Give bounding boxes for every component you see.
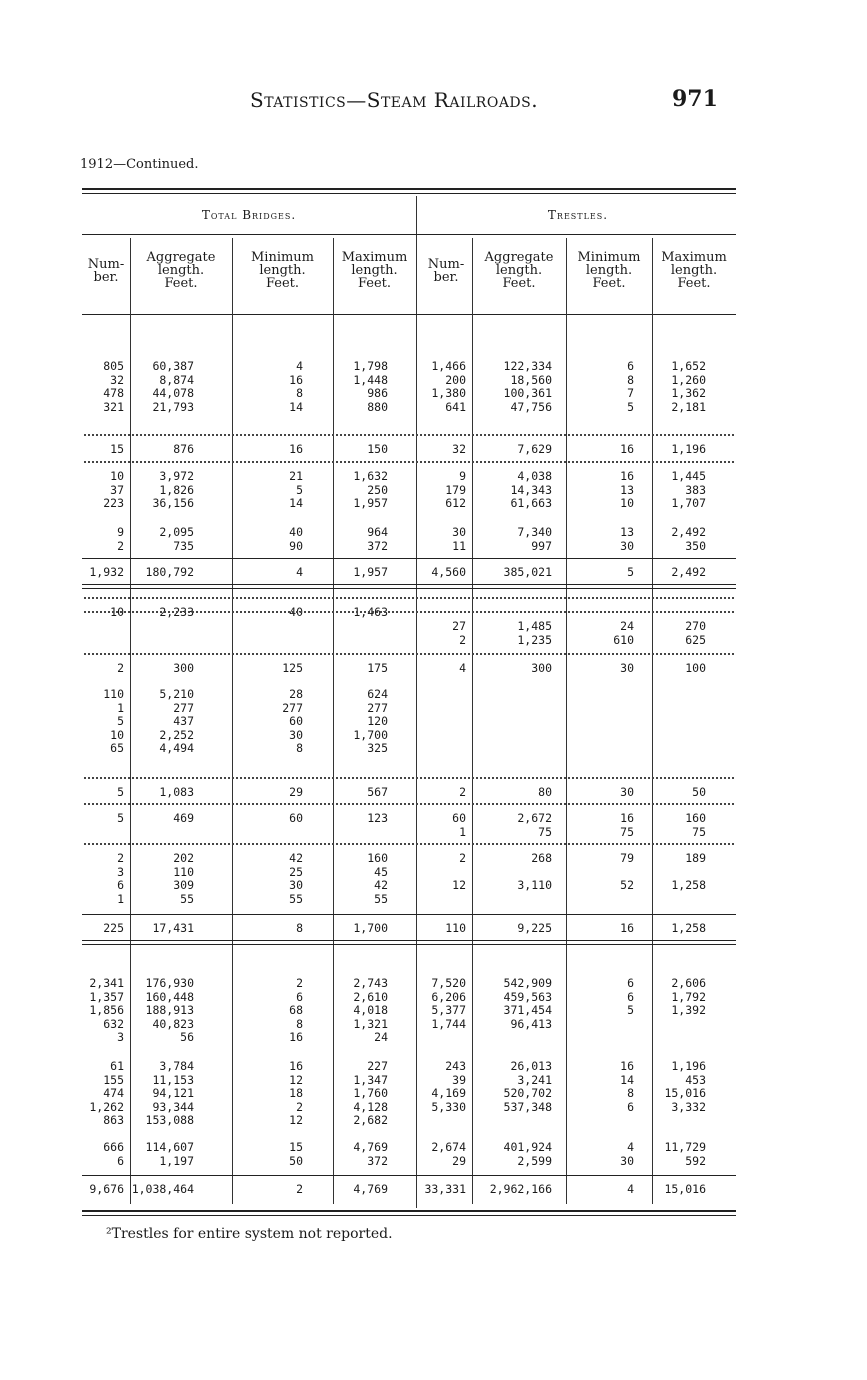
table-cell: 60 1: [452, 811, 466, 839]
table-cell: 15 50: [289, 1140, 303, 1168]
total-rule: [82, 588, 736, 589]
running-title: Statistics—Steam Railroads.: [250, 88, 539, 112]
table-cell: 2,095 735: [159, 525, 194, 553]
table-cell: 469: [173, 811, 194, 825]
table-cell: 5,210 277 437 2,252 4,494: [159, 687, 194, 756]
table-cell: 1,445 383 1,707: [671, 469, 706, 511]
table-cell: 61 155 474 1,262 863: [89, 1059, 124, 1128]
table-cell: 30 11: [452, 525, 466, 553]
table-cell: 624 277 120 1,700 325: [353, 687, 388, 756]
table-cell: 270 625: [685, 619, 706, 647]
table-cell: 16 13 10: [620, 469, 634, 511]
table-cell: 30: [620, 785, 634, 799]
table-cell: 50: [692, 785, 706, 799]
column-header: Aggregate length. Feet.: [484, 250, 554, 291]
table-cell: 11,729 592: [664, 1140, 706, 1168]
table-cell: 8: [296, 921, 303, 935]
table-cell: 1,258: [671, 921, 706, 935]
table-cell: 175: [367, 661, 388, 675]
table-cell: 7,520 6,206 5,377 1,744: [431, 976, 466, 1031]
table-cell: 2,672 75: [517, 811, 552, 839]
table-cell: 2 12: [452, 851, 466, 893]
table-cell: 160 75: [685, 811, 706, 839]
table-cell: 2 6 68 8 16: [289, 976, 303, 1045]
table-cell: 28 277 60 30 8: [282, 687, 303, 756]
table-cell: 2,233: [159, 605, 194, 619]
column-header: Minimum length. Feet.: [250, 250, 315, 291]
table-cell: 1,083: [159, 785, 194, 799]
dotted-leader: [84, 843, 734, 845]
table-cell: 3,784 11,153 94,121 93,344 153,088: [145, 1059, 194, 1128]
table-cell: 964 372: [367, 525, 388, 553]
table-cell: 7,629: [517, 442, 552, 456]
table-cell: 29: [289, 785, 303, 799]
table-cell: 15,016: [664, 1182, 706, 1196]
total-rule: [82, 940, 736, 941]
group-head-trestles: Trestles.: [547, 208, 609, 222]
table-cell: 1,632 250 1,957: [353, 469, 388, 511]
table-cell: 4 30: [620, 1140, 634, 1168]
total-rule: [82, 1175, 736, 1176]
table-cell: 2: [296, 1182, 303, 1196]
table-cell: 300: [173, 661, 194, 675]
table-cell: 268 3,110: [517, 851, 552, 893]
table-cell: 16 14 8 6: [620, 1059, 634, 1114]
total-rule: [82, 558, 736, 559]
table-cell: 160 45 42 55: [367, 851, 388, 906]
footnote: ²Trestles for entire system not reported.: [106, 1226, 393, 1242]
total-rule: [82, 914, 736, 915]
table-cell: 300: [531, 661, 552, 675]
table-cell: 2: [459, 785, 466, 799]
table-cell: 4,560: [431, 565, 466, 579]
column-header: Maximum length. Feet.: [341, 250, 408, 291]
table-cell: 2,492: [671, 565, 706, 579]
table-cell: 1,652 1,260 1,362 2,181: [671, 359, 706, 414]
column-header: Minimum length. Feet.: [577, 250, 641, 291]
table-cell: 542,909 459,563 371,454 96,413: [503, 976, 552, 1031]
continued-label: 1912—Continued.: [80, 157, 199, 172]
table-cell: 110 1 5 10 65: [103, 687, 124, 756]
table-cell: 4: [459, 661, 466, 675]
table-cell: 567: [367, 785, 388, 799]
table-cell: 4,769: [353, 1182, 388, 1196]
table-cell: 15: [110, 442, 124, 456]
table-cell: 40: [289, 605, 303, 619]
table-cell: 3,972 1,826 36,156: [152, 469, 194, 511]
table-cell: 33,331: [424, 1182, 466, 1196]
table-cell: 10 37 223: [103, 469, 124, 511]
table-cell: 21 5 14: [289, 469, 303, 511]
table-cell: 80: [538, 785, 552, 799]
table-cell: 5: [117, 811, 124, 825]
table-cell: 6 8 7 5: [627, 359, 634, 414]
table-cell: 9 179 612: [445, 469, 466, 511]
table-cell: 1,196 453 15,016 3,332: [664, 1059, 706, 1114]
table-cell: 110: [445, 921, 466, 935]
table-cell: 2,341 1,357 1,856 632 3: [89, 976, 124, 1045]
dotted-leader: [84, 461, 734, 463]
table-cell: 2: [117, 661, 124, 675]
page-header: [0, 88, 867, 118]
top-rule: [82, 188, 736, 190]
table-cell: 27 2: [452, 619, 466, 647]
table-cell: 805 32 478 321: [103, 359, 124, 414]
table-cell: 176,930 160,448 188,913 40,823 56: [145, 976, 194, 1045]
dotted-leader: [84, 611, 734, 613]
dotted-leader: [84, 777, 734, 779]
table-cell: 180,792: [145, 565, 194, 579]
table-cell: 16 75: [620, 811, 634, 839]
table-cell: 122,334 18,560 100,361 47,756: [503, 359, 552, 414]
table-cell: 9 2: [117, 525, 124, 553]
total-rule: [82, 584, 736, 585]
table-cell: 150: [367, 442, 388, 456]
table-cell: 100: [685, 661, 706, 675]
table-cell: 4 16 8 14: [289, 359, 303, 414]
table-cell: 30: [620, 661, 634, 675]
table-cell: 1,196: [671, 442, 706, 456]
table-cell: 24 610: [613, 619, 634, 647]
table-cell: 10: [110, 605, 124, 619]
table-cell: 40 90: [289, 525, 303, 553]
table-cell: 2,674 29: [431, 1140, 466, 1168]
table-cell: 114,607 1,197: [145, 1140, 194, 1168]
table-cell: 1,932: [89, 565, 124, 579]
dotted-leader: [84, 803, 734, 805]
table-cell: 1,485 1,235: [517, 619, 552, 647]
table-cell: 7,340 997: [517, 525, 552, 553]
table-cell: 225: [103, 921, 124, 935]
table-cell: 202 110 309 55: [173, 851, 194, 906]
table-cell: 666 6: [103, 1140, 124, 1168]
table-cell: 1,463: [353, 605, 388, 619]
column-header: Maximum length. Feet.: [661, 250, 727, 291]
table-cell: 2,962,166: [489, 1182, 552, 1196]
top-rule-inner: [82, 193, 736, 194]
table-cell: 2,492 350: [671, 525, 706, 553]
table-cell: 5: [117, 785, 124, 799]
table-cell: 876: [173, 442, 194, 456]
total-rule: [82, 944, 736, 945]
table-cell: 2,606 1,792 1,392: [671, 976, 706, 1018]
group-head-total-bridges: Total Bridges.: [201, 208, 297, 222]
table-cell: 4: [627, 1182, 634, 1196]
table-cell: 1,700: [353, 921, 388, 935]
page-number: 971: [672, 86, 718, 112]
table-cell: 2 3 6 1: [117, 851, 124, 906]
table-cell: 1,798 1,448 986 880: [353, 359, 388, 414]
dotted-leader: [84, 597, 734, 599]
table-cell: 60,387 8,874 44,078 21,793: [152, 359, 194, 414]
table-cell: 4,769 372: [353, 1140, 388, 1168]
dotted-leader: [84, 653, 734, 655]
header-rule: [82, 314, 736, 315]
table-cell: 1,957: [353, 565, 388, 579]
group-rule: [82, 234, 736, 235]
table-cell: 60: [289, 811, 303, 825]
table-cell: 243 39 4,169 5,330: [431, 1059, 466, 1114]
table-cell: 42 25 30 55: [289, 851, 303, 906]
group-divider: [416, 196, 417, 1208]
table-cell: 401,924 2,599: [503, 1140, 552, 1168]
table-cell: 13 30: [620, 525, 634, 553]
table-cell: 1,466 200 1,380 641: [431, 359, 466, 414]
table-cell: 5: [627, 565, 634, 579]
column-header: Num- ber.: [87, 257, 125, 285]
table-cell: 6 6 5: [627, 976, 634, 1018]
table-cell: 79 52: [620, 851, 634, 893]
table-cell: 189 1,258: [671, 851, 706, 893]
table-cell: 32: [452, 442, 466, 456]
column-header: Aggregate length. Feet.: [146, 250, 216, 291]
table-cell: 16: [620, 921, 634, 935]
table-cell: 1,038,464: [131, 1182, 194, 1196]
table-cell: 4,038 14,343 61,663: [510, 469, 552, 511]
table-cell: 227 1,347 1,760 4,128 2,682: [353, 1059, 388, 1128]
table-cell: 17,431: [152, 921, 194, 935]
dotted-leader: [84, 434, 734, 436]
table-cell: 26,013 3,241 520,702 537,348: [503, 1059, 552, 1114]
table-cell: 2,743 2,610 4,018 1,321 24: [353, 976, 388, 1045]
table-cell: 4: [296, 565, 303, 579]
column-header: Num- ber.: [427, 257, 465, 285]
bottom-rule-inner: [82, 1215, 736, 1216]
table-cell: 16 12 18 2 12: [289, 1059, 303, 1128]
table-cell: 125: [282, 661, 303, 675]
table-cell: 385,021: [503, 565, 552, 579]
bottom-rule: [82, 1210, 736, 1212]
table-cell: 123: [367, 811, 388, 825]
table-cell: 16: [289, 442, 303, 456]
table-cell: 16: [620, 442, 634, 456]
table-cell: 9,676: [89, 1182, 124, 1196]
table-cell: 9,225: [517, 921, 552, 935]
